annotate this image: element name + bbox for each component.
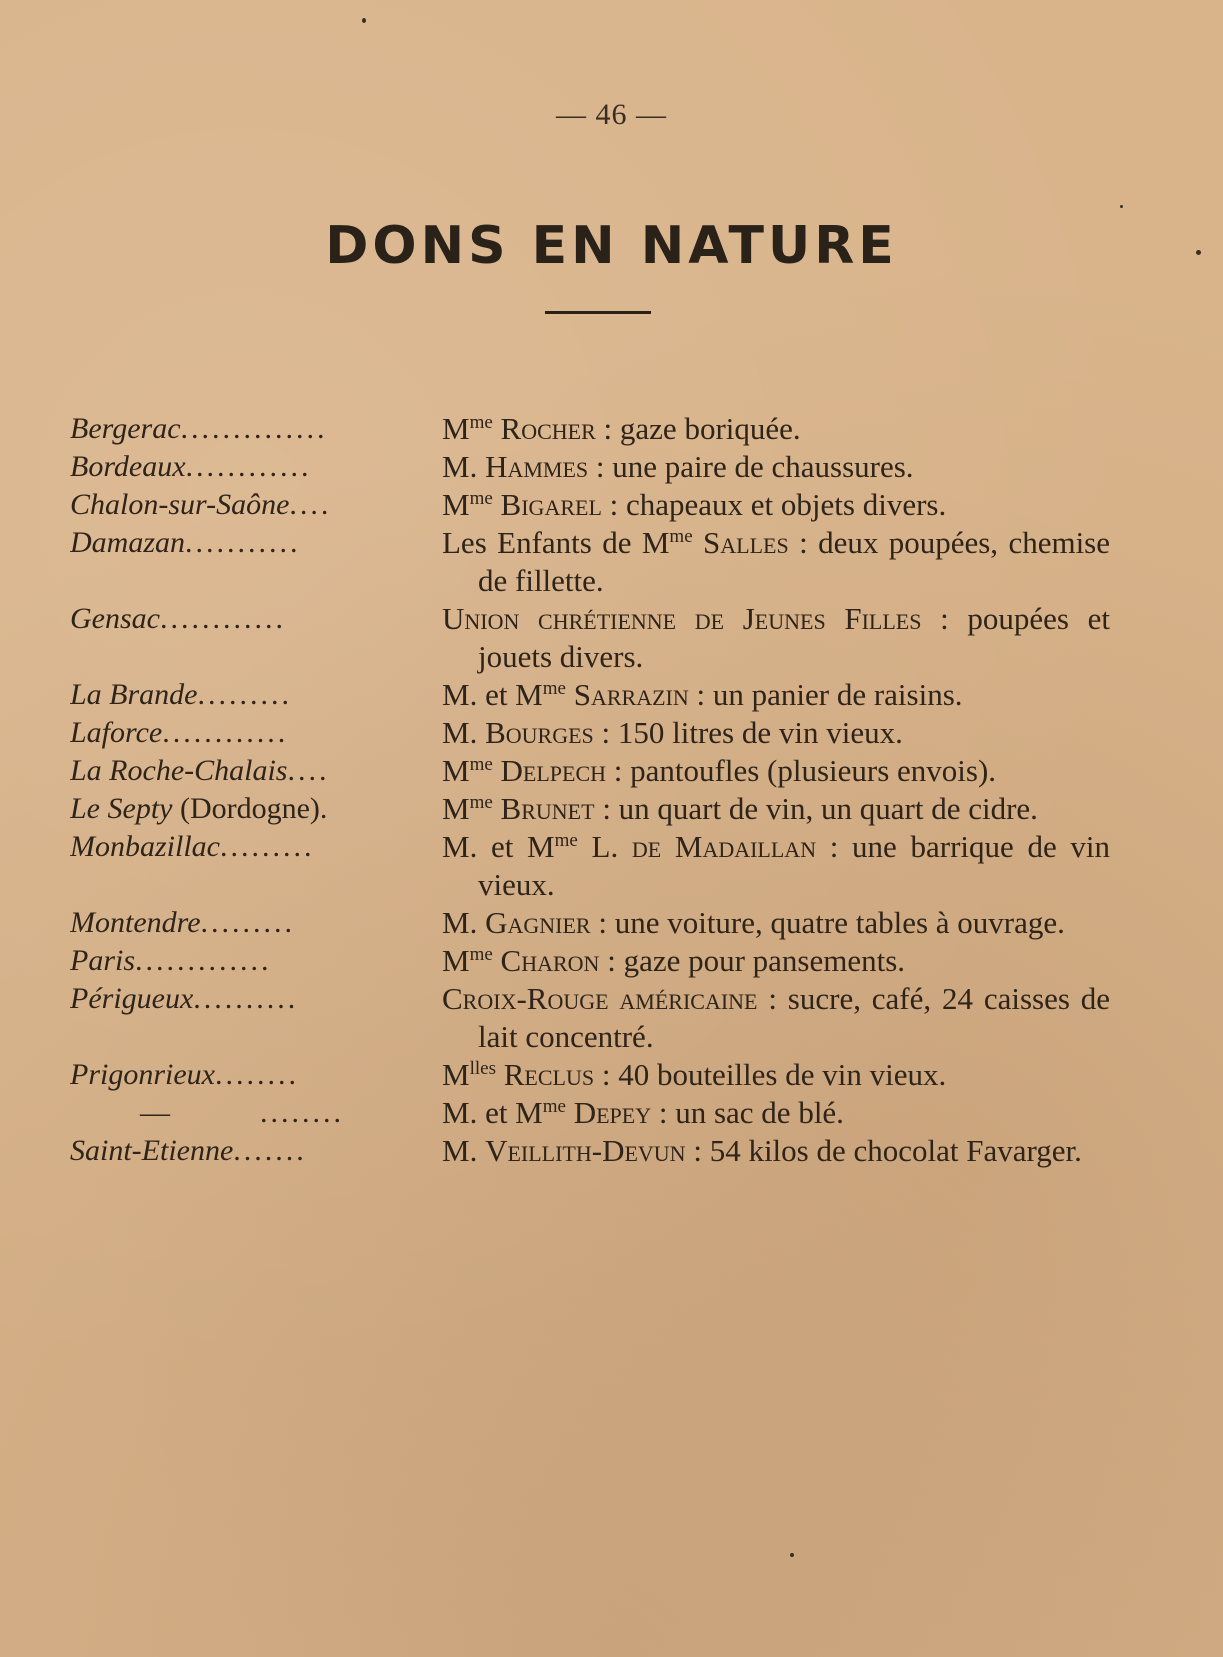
dot-leader: ........ xyxy=(260,1096,344,1129)
place-name: Le Septy xyxy=(70,792,173,825)
gift-description: M. et $M^{me}$ Sarrazin : un panier de raisins. xyxy=(442,677,963,712)
list-item xyxy=(70,600,1110,676)
title-rule xyxy=(545,311,651,314)
list-item xyxy=(70,714,1110,752)
list-item xyxy=(70,486,1110,524)
dot-leader: ....... xyxy=(233,1134,307,1167)
dot-leader: .... xyxy=(287,754,330,787)
list-item xyxy=(70,676,1110,714)
list-item xyxy=(70,410,1110,448)
place-name: Damazan xyxy=(70,526,186,559)
place-name: Prigonrieux xyxy=(70,1058,215,1091)
list-item xyxy=(70,942,1110,980)
place-name: Périgueux xyxy=(70,982,194,1015)
dot-leader: . xyxy=(319,792,331,825)
dot-leader: ............. xyxy=(135,944,272,977)
list-item xyxy=(70,1094,1110,1132)
gift-description: Croix-Rouge américaine : sucre, café, 24 caisses de lait concentré. xyxy=(442,981,1110,1054)
place-suffix: (Dordogne) xyxy=(179,792,320,825)
dot-leader: ......... xyxy=(197,678,292,711)
gift-description: $M^{me}$ Rocher : gaze boriquée. xyxy=(442,411,801,446)
gift-description: $M^{me}$ Delpech : pantoufles (plusieurs envois). xyxy=(442,753,997,788)
paper-speck xyxy=(362,18,366,23)
gift-description: M. Bourges : 150 litres de vin vieux. xyxy=(442,715,903,750)
list-item xyxy=(70,828,1110,904)
place-name: — xyxy=(140,1096,170,1129)
list-item xyxy=(70,904,1110,942)
place-name: Gensac xyxy=(70,602,160,635)
list-item xyxy=(70,790,1110,828)
dot-leader: .......... xyxy=(193,982,299,1015)
list-item xyxy=(70,1132,1110,1170)
page-number: — 46 — xyxy=(556,98,667,131)
gift-description: M. Veillith-Devun : 54 kilos de chocolat Favarger. xyxy=(442,1133,1082,1168)
place-name: La Brande xyxy=(70,678,198,711)
paper-speck xyxy=(1120,205,1123,208)
paper-speck xyxy=(790,1553,794,1557)
gift-description: $M^{me}$ Charon : gaze pour pansements. xyxy=(442,943,906,978)
place-name: Montendre xyxy=(70,906,201,939)
dot-leader: .... xyxy=(289,488,332,521)
dot-leader: ......... xyxy=(200,906,296,939)
place-name: Chalon-sur-Saône xyxy=(70,488,290,521)
dot-leader: ............ xyxy=(185,450,312,483)
place-name: Bergerac xyxy=(70,412,181,445)
dot-leader: .............. xyxy=(180,412,328,445)
gift-description: M. et $M^{me}$ L. de Madaillan : une barrique de vin vieux. xyxy=(442,829,1110,902)
dot-leader: ........ xyxy=(214,1058,299,1091)
place-name: Saint-Etienne xyxy=(70,1134,234,1167)
place-name: La Roche-Chalais xyxy=(70,754,288,787)
donation-list xyxy=(70,410,1110,1170)
dot-leader: ............ xyxy=(159,602,286,635)
page-title: DONS EN NATURE xyxy=(325,216,898,276)
gift-description: Union chrétienne de Jeunes Filles : poupées et jouets divers. xyxy=(442,601,1110,674)
list-item xyxy=(70,1056,1110,1094)
gift-description: $M^{me}$ Bigarel : chapeaux et objets divers. xyxy=(442,487,947,522)
gift-description: M. Hammes : une paire de chaussures. xyxy=(442,449,914,484)
list-item xyxy=(70,752,1110,790)
dot-leader: ............ xyxy=(162,716,289,749)
place-name: Monbazillac xyxy=(70,830,220,863)
list-item xyxy=(70,980,1110,1056)
place-name: Paris xyxy=(70,944,136,977)
paper-speck xyxy=(1196,250,1201,255)
gift-description: M. Gagnier : une voiture, quatre tables à ouvrage. xyxy=(442,905,1065,940)
list-item xyxy=(70,448,1110,486)
gift-description: M. et $M^{me}$ Depey : un sac de blé. xyxy=(442,1095,844,1130)
dot-leader: ......... xyxy=(220,830,315,863)
place-name: Laforce xyxy=(70,716,163,749)
place-name: Bordeaux xyxy=(70,450,186,483)
dot-leader: ........... xyxy=(185,526,301,559)
gift-description: $M^{me}$ Brunet : un quart de vin, un quart de cidre. xyxy=(442,791,1038,826)
gift-description: Les Enfants de $M^{me}$ Salles : deux poupées, chemise de fillette. xyxy=(442,525,1111,598)
list-item xyxy=(70,524,1110,600)
gift-description: $M^{lles}$ Reclus : 40 bouteilles de vin vieux. xyxy=(442,1057,947,1092)
